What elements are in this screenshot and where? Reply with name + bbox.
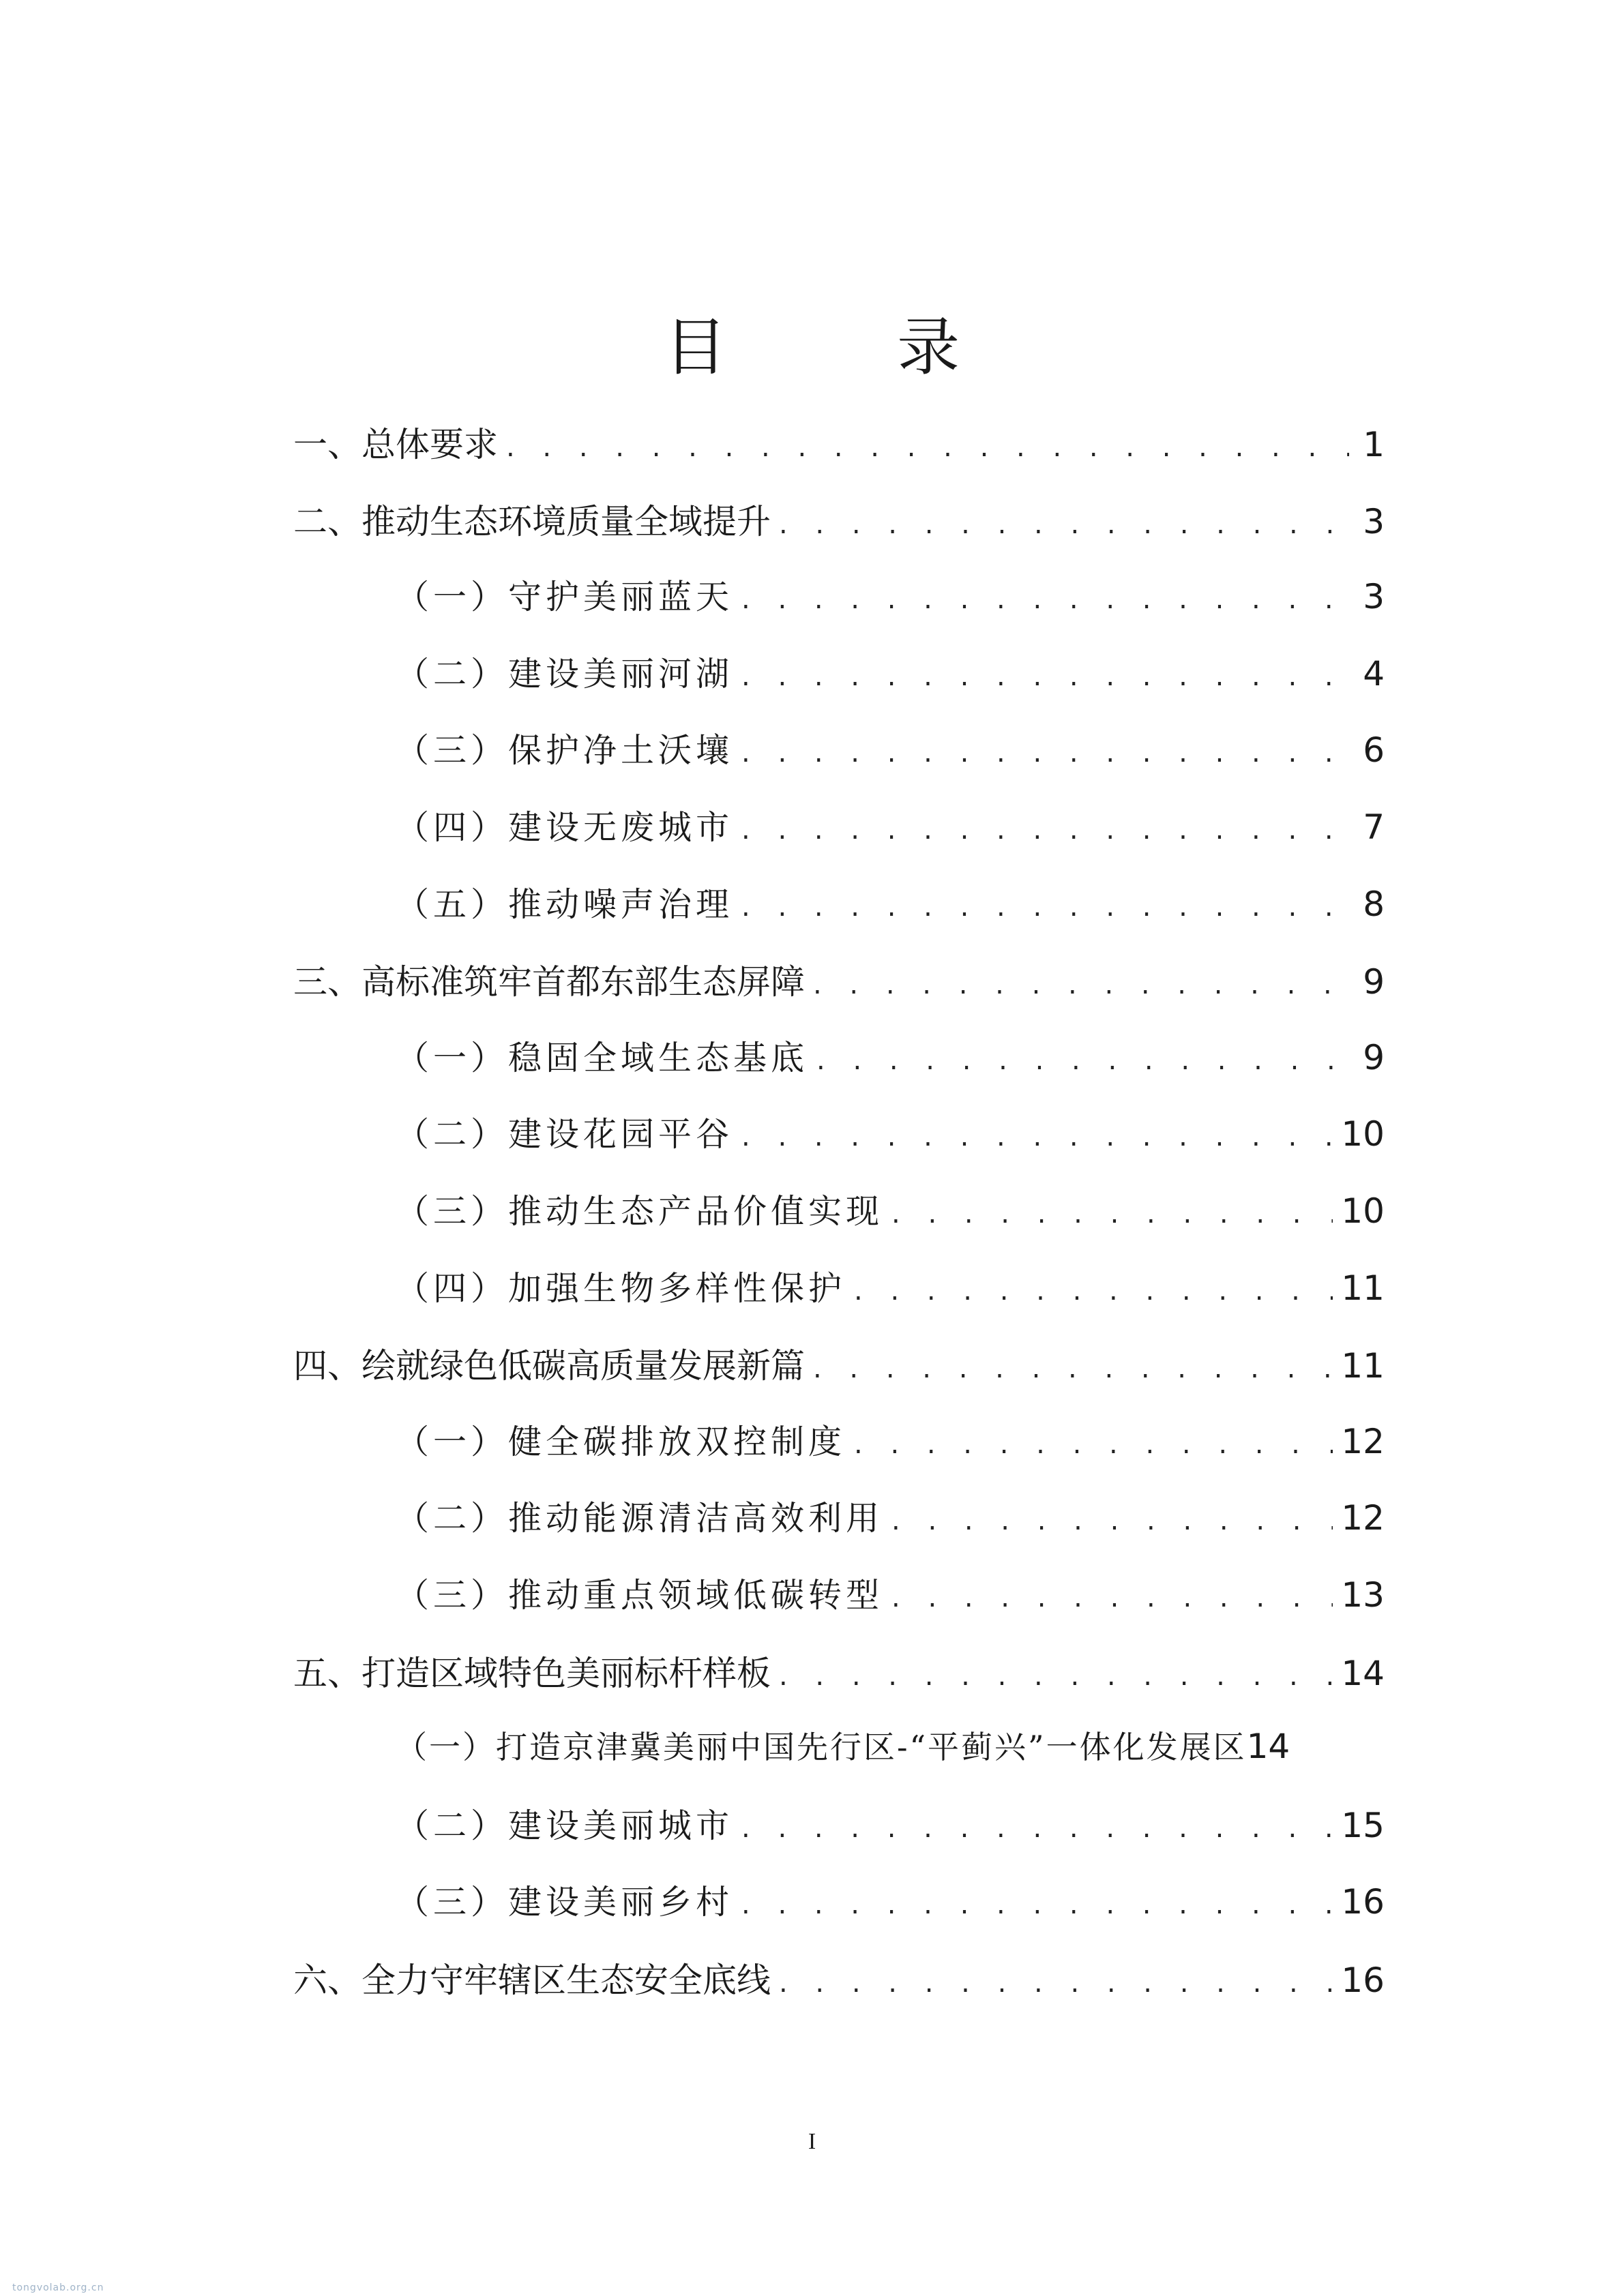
toc-entry-label: （五）推动噪声治理 <box>396 884 734 924</box>
toc-entry-label: （四）加强生物多样性保护 <box>396 1268 846 1308</box>
dot-leader <box>891 1198 1333 1229</box>
toc-entry[interactable] <box>293 1339 1385 1416</box>
toc-subentry[interactable] <box>293 1569 1385 1646</box>
toc-entry-label: 二、推动生态环境质量全域提升 <box>293 501 771 541</box>
toc-subentry[interactable] <box>293 878 1385 955</box>
toc-subentry[interactable] <box>293 1800 1385 1877</box>
footer-page-number: I <box>808 2129 816 2154</box>
toc-entry-label: （二）推动能源清洁高效利用 <box>396 1499 884 1538</box>
toc-subentry[interactable] <box>293 1416 1385 1493</box>
dot-leader <box>741 584 1349 615</box>
toc-page-number: 8 <box>1363 884 1385 924</box>
dot-leader <box>741 891 1349 923</box>
dot-leader <box>854 1275 1333 1307</box>
toc-entry-label: （三）保护净土沃壤 <box>396 731 734 771</box>
toc-subentry[interactable] <box>293 1185 1385 1262</box>
toc-page-number: 10 <box>1341 1191 1385 1231</box>
toc-entry-label: 三、高标准筑牢首都东部生态屏障 <box>293 962 805 1002</box>
toc-entry-label: （二）建设美丽城市 <box>396 1806 734 1845</box>
toc-subentry[interactable] <box>293 648 1385 725</box>
dot-leader <box>741 1813 1333 1844</box>
toc-subentry[interactable] <box>293 1876 1385 1953</box>
toc-page-number: 9 <box>1363 962 1385 1002</box>
toc-entry-label: （四）建设无废城市 <box>396 807 734 847</box>
page-title: 目 录 <box>664 311 1035 384</box>
dot-leader <box>741 1889 1333 1920</box>
dot-leader <box>779 1660 1333 1692</box>
toc-entry-label: 六、全力守牢辖区生态安全底线 <box>293 1960 771 2000</box>
toc-page-number: 3 <box>1363 577 1385 617</box>
toc-entry-label: 四、绘就绿色低碳高质量发展新篇 <box>293 1346 805 1386</box>
toc-entry-label: （二）建设花园平谷 <box>396 1115 734 1154</box>
dot-leader <box>779 509 1349 540</box>
dot-leader <box>854 1429 1333 1460</box>
toc-page-number: 1 <box>1363 425 1385 464</box>
dot-leader <box>891 1582 1333 1613</box>
toc-subentry[interactable] <box>293 1108 1385 1185</box>
toc-page-number: 16 <box>1341 1882 1385 1922</box>
toc-page-number: 12 <box>1341 1498 1385 1538</box>
dot-leader <box>816 1045 1349 1076</box>
toc-page-number: 4 <box>1363 653 1385 694</box>
toc-entry-label: （一）稳固全域生态基底 <box>396 1038 809 1077</box>
toc-page-number: 10 <box>1341 1114 1385 1154</box>
toc-page-number: 16 <box>1341 1960 1385 2000</box>
toc-entry[interactable] <box>293 955 1385 1032</box>
toc-subentry[interactable] <box>293 1723 1385 1800</box>
toc-page-number: 13 <box>1341 1575 1385 1615</box>
toc-entry-label: （一）打造京津冀美丽中国先行区-“平蓟兴”一体化发展区 <box>396 1729 1247 1766</box>
dot-leader <box>813 1353 1333 1384</box>
toc-page-number: 7 <box>1363 807 1385 847</box>
toc-entry-label: （一）健全碳排放双控制度 <box>396 1422 846 1461</box>
dot-leader <box>813 969 1349 1000</box>
toc-entry-label: （三）建设美丽乡村 <box>396 1883 734 1922</box>
toc-page-number: 12 <box>1341 1421 1385 1461</box>
dot-leader <box>779 1967 1333 1999</box>
toc-entry-label: （三）推动生态产品价值实现 <box>396 1191 884 1231</box>
toc-page-number: 14 <box>1246 1727 1290 1767</box>
toc-entry-label: 一、总体要求 <box>293 425 498 464</box>
toc-entry-label: （一）守护美丽蓝天 <box>396 578 734 617</box>
toc-page-number: 11 <box>1341 1268 1385 1308</box>
toc-entry[interactable] <box>293 494 1385 571</box>
toc-page-number: 14 <box>1341 1653 1385 1693</box>
toc-entry[interactable] <box>293 1953 1385 2030</box>
toc-subentry[interactable] <box>293 724 1385 801</box>
toc-subentry[interactable] <box>293 571 1385 648</box>
toc-subentry[interactable] <box>293 1032 1385 1109</box>
dot-leader <box>741 1121 1333 1152</box>
toc-subentry[interactable] <box>293 801 1385 878</box>
dot-leader <box>741 661 1349 692</box>
toc-entry[interactable] <box>293 1646 1385 1723</box>
toc-subentry[interactable] <box>293 1262 1385 1339</box>
toc-page-number: 15 <box>1341 1805 1385 1845</box>
toc-subentry[interactable] <box>293 1492 1385 1569</box>
dot-leader <box>891 1505 1333 1536</box>
toc-entry-label: 五、打造区域特色美丽标杆样板 <box>293 1653 771 1693</box>
table-of-contents <box>293 417 1385 2029</box>
toc-entry[interactable] <box>293 417 1385 494</box>
dot-leader <box>506 432 1349 463</box>
dot-leader <box>741 814 1349 846</box>
toc-entry-label: （三）推动重点领域低碳转型 <box>396 1575 884 1615</box>
toc-page-number: 3 <box>1363 501 1385 541</box>
toc-entry-label: （二）建设美丽河湖 <box>396 654 734 694</box>
toc-page-number: 6 <box>1363 730 1385 771</box>
watermark: tongvolab.org.cn <box>12 2282 104 2293</box>
toc-page-number: 11 <box>1341 1346 1385 1386</box>
dot-leader <box>741 737 1349 769</box>
toc-page-number: 9 <box>1363 1037 1385 1077</box>
